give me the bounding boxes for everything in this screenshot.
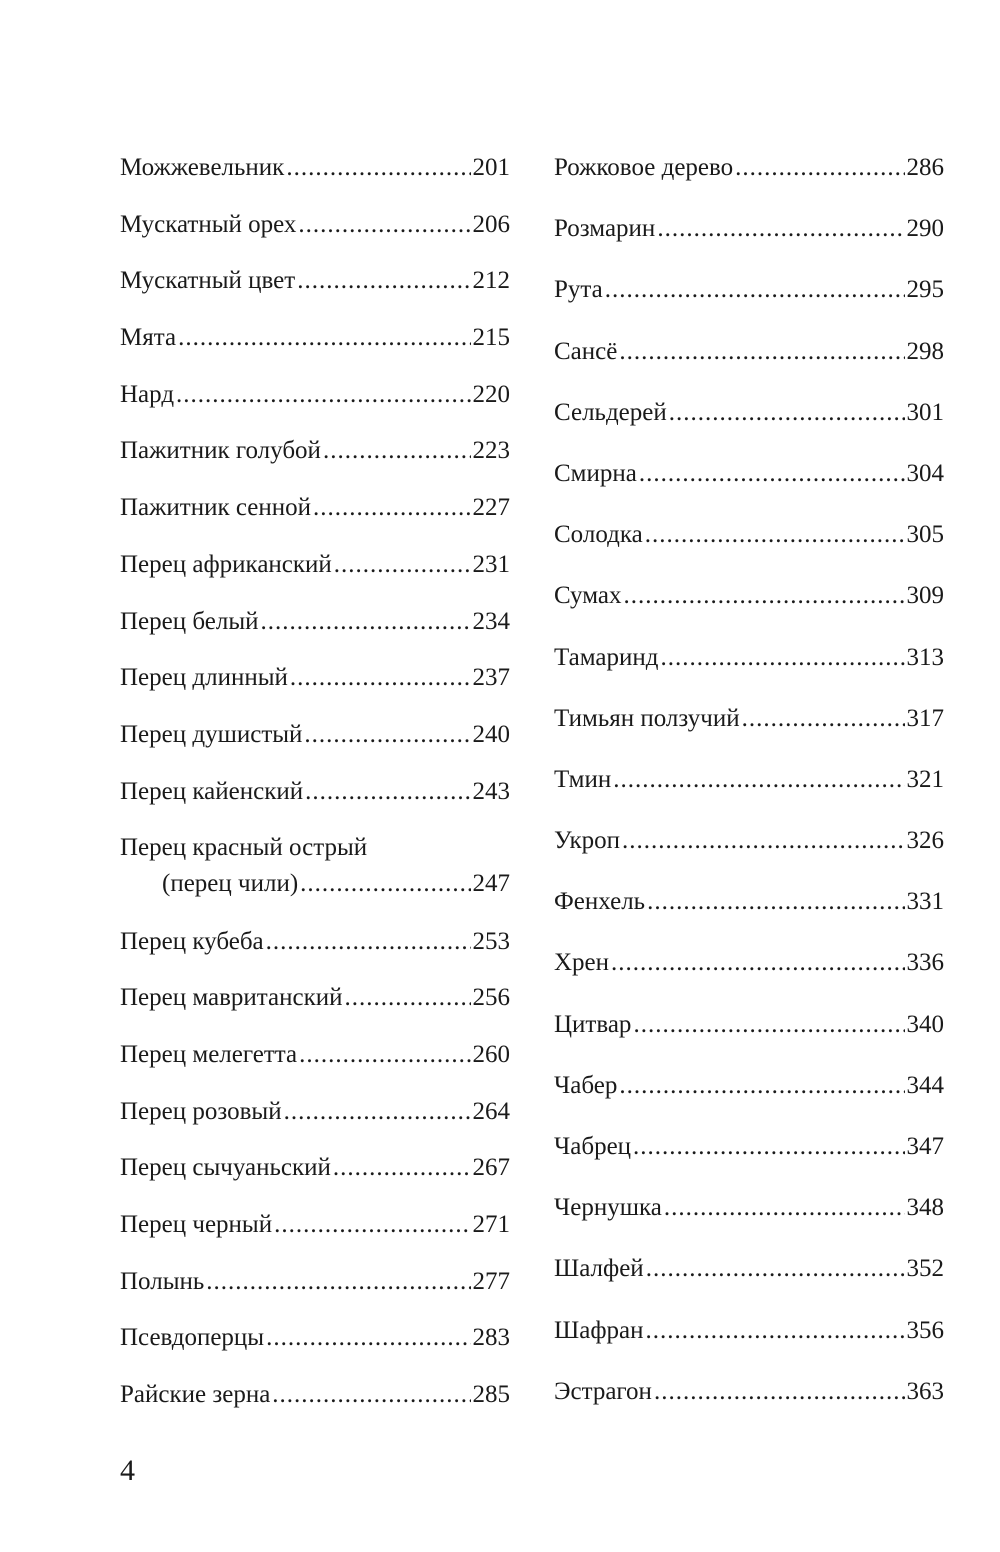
dot-leader: [290, 660, 471, 696]
dot-leader: [286, 150, 470, 186]
toc-entry-page: 212: [472, 267, 510, 295]
toc-entry-title: Перец мелегетта: [120, 1041, 298, 1069]
toc-entry-page: 304: [906, 459, 944, 487]
dot-leader: [660, 640, 904, 676]
toc-entry-title: Тмин: [554, 765, 612, 793]
dot-leader: [299, 1037, 470, 1073]
toc-entry-title: Сельдерей: [554, 398, 667, 426]
dot-leader: [313, 490, 470, 526]
dot-leader: [272, 1377, 470, 1413]
dot-leader: [646, 1313, 905, 1349]
dot-leader: [298, 207, 470, 243]
toc-entry-title: Цитвар: [554, 1010, 632, 1038]
toc-entry: [554, 334, 944, 395]
toc-entry-title: Перец кубеба: [120, 927, 264, 955]
toc-left-column: [120, 150, 510, 1434]
toc-entry: [120, 1150, 510, 1207]
toc-entry: [554, 272, 944, 333]
toc-entry: [120, 604, 510, 661]
toc-entry-title: Перец длинный: [120, 664, 288, 692]
toc-entry-title: Перец африканский: [120, 550, 332, 578]
toc-entry-page: 256: [472, 984, 510, 1012]
toc-entry-page: 326: [906, 827, 944, 855]
toc-entry-page: 247: [472, 870, 510, 898]
toc-entry-title: Пажитник голубой: [120, 437, 321, 465]
toc-entry-page: 201: [472, 154, 510, 181]
toc-entry: [554, 884, 944, 945]
toc-entry: [554, 701, 944, 762]
toc-entry-title: Можжевельник: [120, 154, 285, 181]
toc-entry-title: Солодка: [554, 521, 643, 549]
dot-leader: [647, 884, 904, 920]
toc-entry-continuation: [120, 866, 510, 923]
toc-entry-page: 336: [906, 949, 944, 977]
toc-entry: [120, 774, 510, 831]
toc-entry: [120, 547, 510, 604]
toc-entry: [554, 578, 944, 639]
toc-entry: [554, 762, 944, 823]
toc-entry: [120, 433, 510, 490]
toc-entry-page: 260: [472, 1041, 510, 1069]
toc-entry-page: 215: [472, 324, 510, 352]
toc-entry-title: Рута: [554, 276, 603, 304]
toc-entry-title: Розмарин: [554, 215, 656, 243]
toc-entry: [554, 1068, 944, 1129]
toc-entry-page: 317: [906, 704, 944, 732]
toc-entry-page: 290: [906, 215, 944, 243]
toc-entry: [554, 1007, 944, 1068]
toc-entry-title: Перец красный острый: [120, 834, 368, 862]
toc-entry-page: 363: [906, 1377, 944, 1405]
dot-leader: [266, 1320, 470, 1356]
toc-entry-page: 348: [906, 1194, 944, 1222]
toc-entry-title: Псевдоперцы: [120, 1324, 265, 1352]
toc-entry: [120, 660, 510, 717]
toc-entry: [554, 1313, 944, 1374]
toc-entry-page: 223: [472, 437, 510, 465]
toc-entry: [554, 640, 944, 701]
dot-leader: [206, 1264, 470, 1300]
toc-entry-page: 220: [472, 380, 510, 408]
dot-leader: [297, 263, 470, 299]
toc-entry: [120, 830, 510, 923]
toc-entry: [120, 377, 510, 434]
toc-entry-page: 356: [906, 1316, 944, 1344]
dot-leader: [305, 774, 470, 810]
toc-entry-title: Нард: [120, 380, 175, 408]
toc-entry: [120, 490, 510, 547]
toc-entry-title: Перец мавританский: [120, 984, 343, 1012]
toc-entry-title: Чернушка: [554, 1194, 662, 1222]
dot-leader: [323, 433, 471, 469]
toc-entry-title: Фенхель: [554, 888, 646, 916]
dot-leader: [639, 456, 905, 492]
toc-entry-page: 243: [472, 777, 510, 805]
toc-entry: [120, 980, 510, 1037]
toc-entry-page: 321: [906, 765, 944, 793]
toc-entry-title-continued: (перец чили): [162, 870, 299, 898]
toc-entry: [120, 717, 510, 774]
toc-entry-title: Перец кайенский: [120, 777, 304, 805]
toc-entry: [120, 1037, 510, 1094]
toc-entry: [120, 207, 510, 264]
toc-entry: [554, 150, 944, 211]
toc-entry-title: Хрен: [554, 949, 610, 977]
page-number: 4: [120, 1454, 135, 1487]
toc-entry: [120, 320, 510, 377]
toc-entry-page: 285: [472, 1381, 510, 1409]
toc-entry-title: Полынь: [120, 1267, 205, 1295]
toc-entry-title: Рожковое дерево: [554, 154, 734, 181]
toc-entry-page: 313: [906, 643, 944, 671]
toc-entry: [554, 1129, 944, 1190]
toc-entry-title: Райские зерна: [120, 1381, 271, 1409]
toc-entry-title: Мускатный орех: [120, 210, 297, 238]
toc-entry-title: Мята: [120, 324, 177, 352]
toc-entry-page: 331: [906, 888, 944, 916]
dot-leader: [633, 1007, 904, 1043]
toc-entry-page: 352: [906, 1255, 944, 1283]
toc-entry-page: 234: [472, 607, 510, 635]
toc-entry: [120, 1207, 510, 1264]
toc-entry-title: Перец белый: [120, 607, 259, 635]
toc-entry: [554, 823, 944, 884]
toc-entry: [554, 945, 944, 1006]
toc-entry-page: 271: [472, 1211, 510, 1239]
dot-leader: [333, 1150, 471, 1186]
toc-right-column: [554, 150, 944, 1435]
toc-entry-title: Мускатный цвет: [120, 267, 296, 295]
toc-entry: [554, 1251, 944, 1312]
toc-entry-title: Эстрагон: [554, 1377, 652, 1405]
toc-entry-page: 240: [472, 720, 510, 748]
toc-entry: [554, 395, 944, 456]
dot-leader: [334, 547, 471, 583]
toc-entry-page: 267: [472, 1154, 510, 1182]
toc-entry-title: Перец сычуаньский: [120, 1154, 331, 1182]
toc-entry-page: 277: [472, 1267, 510, 1295]
dot-leader: [735, 150, 904, 186]
dot-leader: [261, 604, 471, 640]
toc-entry-wrap: [120, 830, 510, 923]
toc-entry-page: 264: [472, 1097, 510, 1125]
toc-entry: [120, 1377, 510, 1434]
dot-leader: [646, 1251, 905, 1287]
toc-entry-page: 295: [906, 276, 944, 304]
toc-entry: [554, 1190, 944, 1251]
dot-leader: [622, 823, 904, 859]
toc-entry-title: Шафран: [554, 1316, 644, 1344]
toc-entry-title: Перец розовый: [120, 1097, 282, 1125]
dot-leader: [611, 945, 904, 981]
toc-entry-page: 298: [906, 337, 944, 365]
toc-entry-page: 237: [472, 664, 510, 692]
dot-leader: [274, 1207, 470, 1243]
toc-entry-page: 283: [472, 1324, 510, 1352]
dot-leader: [176, 377, 470, 413]
dot-leader: [266, 924, 471, 960]
dot-leader: [619, 1068, 904, 1104]
dot-leader: [284, 1094, 471, 1130]
toc-entry-page: 253: [472, 927, 510, 955]
toc-entry-title: Пажитник сенной: [120, 494, 312, 522]
toc-entry: [120, 924, 510, 981]
toc-entry: [120, 1094, 510, 1151]
toc-entry-page: 305: [906, 521, 944, 549]
toc-entry: [554, 456, 944, 517]
dot-leader: [742, 701, 905, 737]
toc-entry-page: 309: [906, 582, 944, 610]
toc-entry: [554, 517, 944, 578]
toc-entry-page: 227: [472, 494, 510, 522]
toc-entry-page: 344: [906, 1071, 944, 1099]
dot-leader: [304, 717, 470, 753]
toc-entry-title: Тамаринд: [554, 643, 659, 671]
toc-entry-title: Чабрец: [554, 1133, 632, 1160]
toc-entry-page: 347: [906, 1133, 944, 1160]
dot-leader: [345, 980, 471, 1016]
dot-leader: [623, 578, 904, 614]
dot-leader: [178, 320, 470, 356]
toc-entry: [120, 263, 510, 320]
toc-entry-title: Шалфей: [554, 1255, 644, 1283]
toc-entry-title: Смирна: [554, 459, 637, 487]
toc-entry: [120, 150, 510, 207]
dot-leader: [664, 1190, 905, 1226]
toc-entry: [120, 1320, 510, 1377]
dot-leader: [654, 1374, 905, 1410]
dot-leader: [300, 866, 470, 902]
dot-leader: [645, 517, 905, 553]
toc-entry-title: Укроп: [554, 827, 621, 855]
toc-entry: [554, 1374, 944, 1435]
toc-entry-title: Сумах: [554, 582, 622, 610]
toc-entry-title: Перец черный: [120, 1211, 273, 1239]
toc-entry-page: 206: [472, 210, 510, 238]
dot-leader: [669, 395, 905, 431]
dot-leader: [619, 334, 904, 370]
toc-entry-title: Перец душистый: [120, 720, 303, 748]
toc-entry: [120, 1264, 510, 1321]
toc-entry-page: 301: [906, 398, 944, 426]
dot-leader: [613, 762, 904, 798]
toc-entry-page: 231: [472, 550, 510, 578]
toc-entry: [554, 211, 944, 272]
toc-entry-page: 286: [906, 154, 944, 181]
toc-entry-title: Чабер: [554, 1071, 618, 1099]
toc-entry-title: Сансё: [554, 337, 618, 365]
toc-entry-page: 340: [906, 1010, 944, 1038]
toc-entry-title: Тимьян ползучий: [554, 704, 740, 732]
dot-leader: [633, 1129, 904, 1165]
dot-leader: [657, 211, 904, 247]
dot-leader: [605, 272, 905, 308]
